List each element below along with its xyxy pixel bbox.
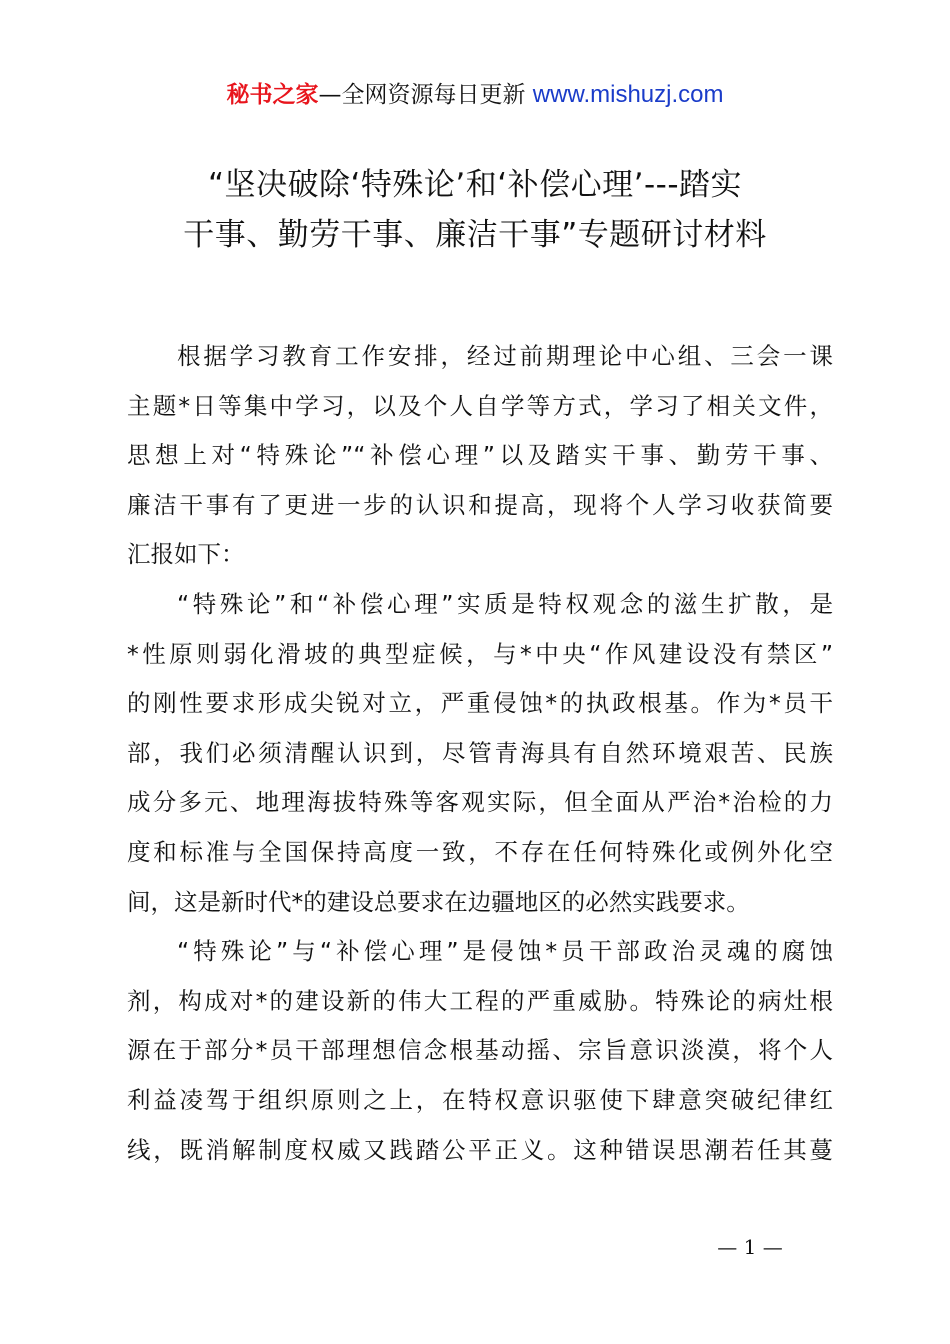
title-line-1: “坚决破除‘特殊论’和‘补偿心理’---踏实	[207, 167, 743, 203]
site-banner	[0, 78, 950, 112]
body-line: “特殊论”与“补偿心理”是侵蚀*员干部政治灵魂的腐蚀	[177, 937, 833, 966]
body-line: 成分多元、地理海拔特殊等客观实际，但全面从严治*治检的力	[127, 788, 833, 817]
body-line: 源在于部分*员干部理想信念根基动摇、宗旨意识淡漠，将个人	[127, 1036, 833, 1065]
body-line: 廉洁干事有了更进一步的认识和提高，现将个人学习收获简要	[127, 490, 833, 519]
body-line: 的刚性要求形成尖锐对立，严重侵蚀*的执政根基。作为*员干	[127, 689, 833, 718]
body-line: 思想上对“特殊论”“补偿心理”以及踏实干事、勤劳干事、	[127, 441, 833, 470]
page-number: — 1 —	[717, 1235, 783, 1259]
body-line: 利益凌驾于组织原则之上，在特权意识驱使下肆意突破纪律红	[127, 1085, 833, 1114]
body-line: “特殊论”和“补偿心理”实质是特权观念的滋生扩散，是	[177, 589, 833, 618]
site-url[interactable]: www.mishuzj.com	[532, 81, 724, 108]
title-line-2: 干事、勤劳干事、廉洁干事”专题研讨材料	[183, 217, 767, 253]
document-title	[115, 160, 835, 260]
body-line: 根据学习教育工作安排，经过前期理论中心组、三会一课	[177, 342, 833, 370]
body-line: *性原则弱化滑坡的典型症候，与*中央“作风建设没有禁区”	[127, 639, 833, 668]
body-line: 部，我们必须清醒认识到，尽管青海具有自然环境艰苦、民族	[127, 738, 833, 767]
body-line: 间，这是新时代*的建设总要求在边疆地区的必然实践要求。	[127, 887, 750, 916]
site-brand: 秘书之家	[226, 82, 319, 108]
site-tagline: —全网资源每日更新	[318, 82, 533, 108]
body-line: 汇报如下：	[127, 540, 245, 569]
body-line: 度和标准与全国保持高度一致，不存在任何特殊化或例外化空	[127, 837, 833, 866]
body-line: 主题*日等集中学习，以及个人自学等方式，学习了相关文件，	[127, 391, 833, 420]
body-line: 剂，构成对*的建设新的伟大工程的严重威胁。特殊论的病灶根	[127, 986, 833, 1015]
body-line: 线，既消解制度权威又践踏公平正义。这种错误思潮若任其蔓	[127, 1135, 833, 1164]
document-body	[127, 332, 833, 1175]
